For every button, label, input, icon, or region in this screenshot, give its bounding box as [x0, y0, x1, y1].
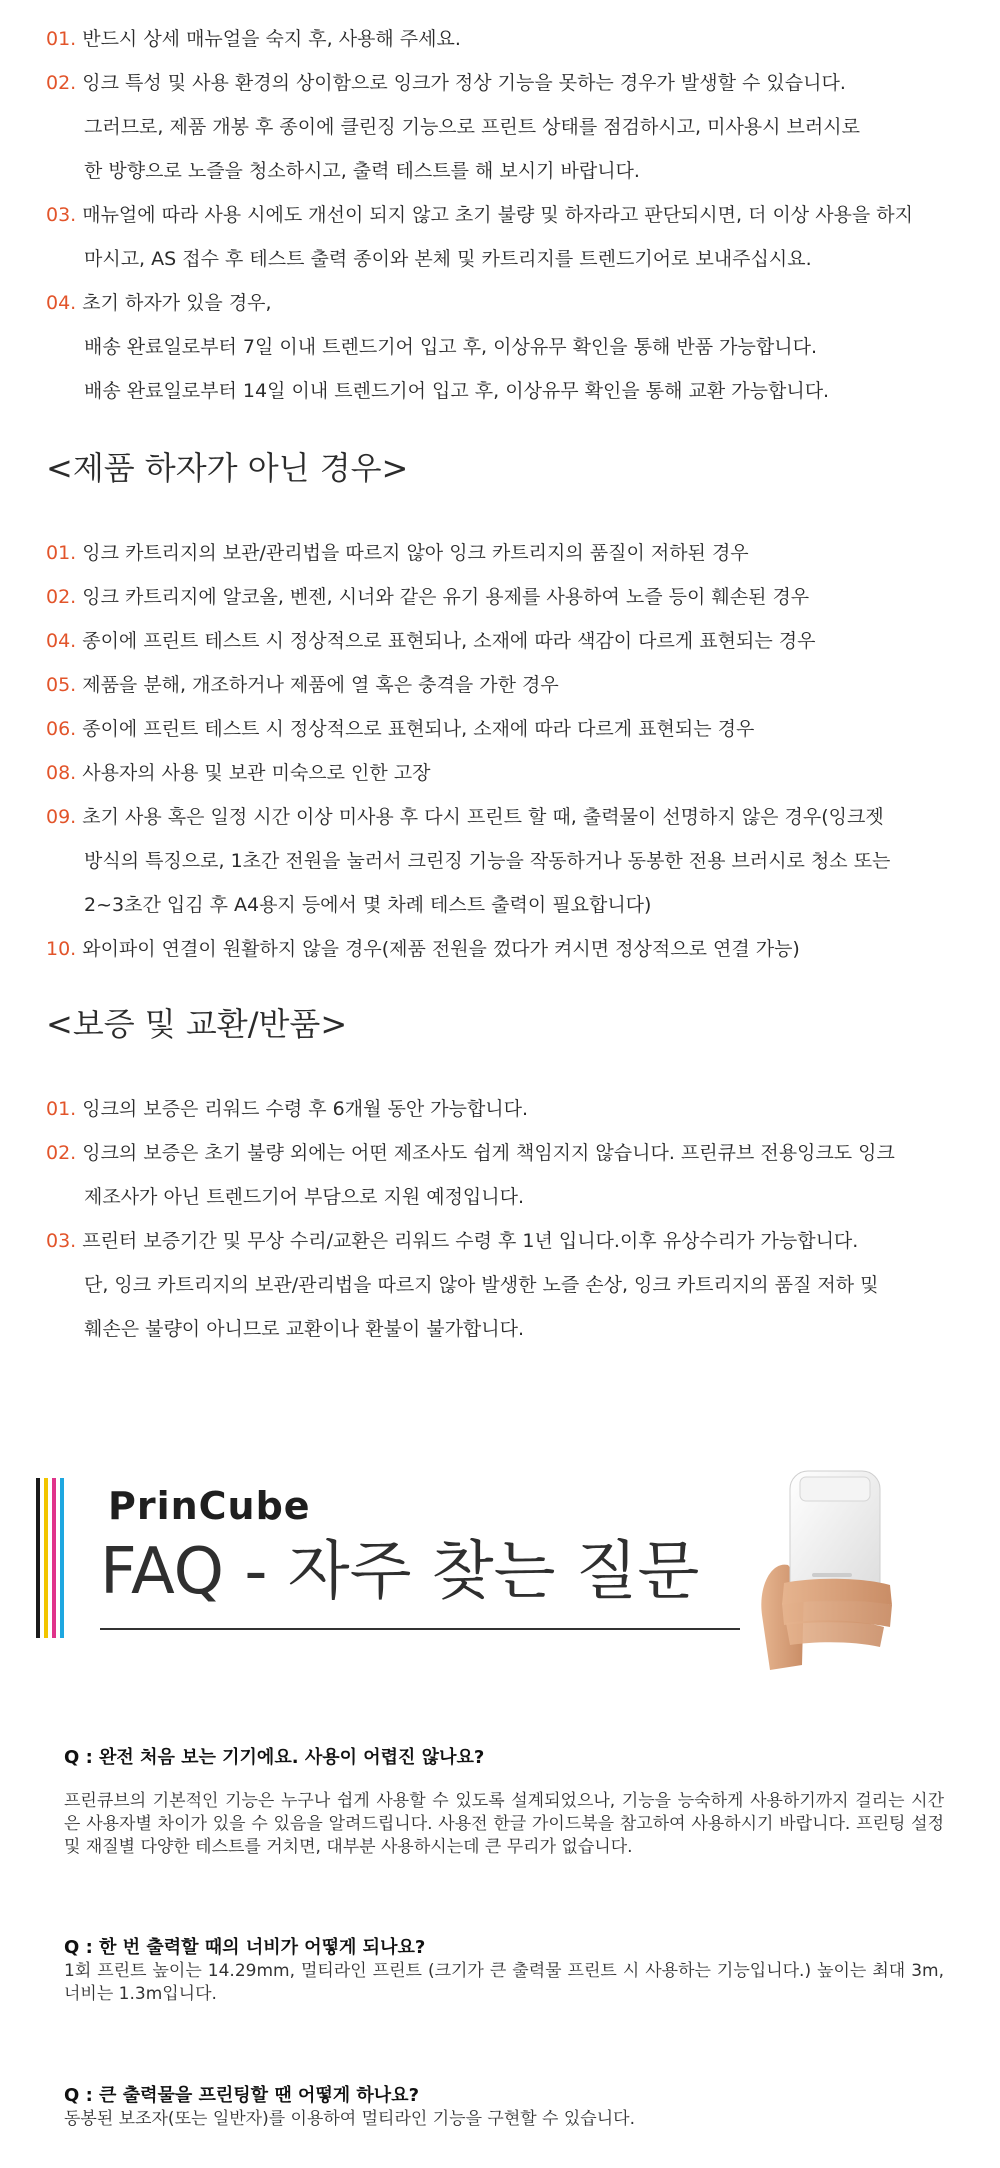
list-item-continuation: 훼손은 불량이 아니므로 교환이나 환불이 불가합니다.: [84, 1318, 525, 1340]
notice-item: 04. 초기 하자가 있을 경우,: [46, 292, 272, 314]
list-item: 06. 종이에 프린트 테스트 시 정상적으로 표현되나, 소재에 따라 다르게 표현되는 경우: [46, 718, 755, 740]
list-item: 09. 초기 사용 혹은 일정 시간 이상 미사용 후 다시 프린트 할 때, 출력물이 선명하지 않은 경우(잉크젯: [46, 806, 884, 828]
list-item-continuation: 방식의 특징으로, 1초간 전원을 눌러서 크린징 기능을 작동하거나 동봉한 전용 브러시로 청소 또는: [84, 850, 891, 872]
notice-item: 02. 잉크 특성 및 사용 환경의 상이함으로 잉크가 정상 기능을 못하는 경우가 발생할 수 있습니다.: [46, 72, 846, 94]
title-underline: [100, 1628, 740, 1630]
list-item: 05. 제품을 분해, 개조하거나 제품에 열 혹은 충격을 가한 경우: [46, 674, 559, 696]
list-item-continuation: 2~3초간 입김 후 A4용지 등에서 몇 차례 테스트 출력이 필요합니다): [84, 894, 652, 916]
list-item: 08. 사용자의 사용 및 보관 미숙으로 인한 고장: [46, 762, 431, 784]
list-item: 01. 잉크의 보증은 리워드 수령 후 6개월 동안 가능합니다.: [46, 1098, 529, 1120]
list-item: 02. 잉크 카트리지에 알코올, 벤젠, 시너와 같은 유기 용제를 사용하여 노즐 등이 훼손된 경우: [46, 586, 810, 608]
notice-item: 03. 매뉴얼에 따라 사용 시에도 개선이 되지 않고 초기 불량 및 하자라고 판단되시면, 더 이상 사용을 하지: [46, 204, 914, 226]
section-heading-warranty: <보증 및 교환/반품>: [46, 1005, 348, 1043]
faq-title: FAQ - 자주 찾는 질문: [100, 1535, 700, 1609]
list-item: 04. 종이에 프린트 테스트 시 정상적으로 표현되나, 소재에 따라 색감이 다르게 표현되는 경우: [46, 630, 816, 652]
notice-item-continuation: 배송 완료일로부터 7일 이내 트렌드기어 입고 후, 이상유무 확인을 통해 반품 가능합니다.: [84, 336, 817, 358]
color-stripe: [36, 1478, 40, 1638]
notice-item: 01. 반드시 상세 매뉴얼을 숙지 후, 사용해 주세요.: [46, 28, 461, 50]
printer-in-hand-image: [752, 1465, 902, 1675]
list-item: 03. 프린터 보증기간 및 무상 수리/교환은 리워드 수령 후 1년 입니다.이후 유상수리가 가능합니다.: [46, 1230, 859, 1252]
faq-answer: 프린큐브의 기본적인 기능은 누구나 쉽게 사용할 수 있도록 설계되었으나, 기능을 능숙하게 사용하기까지 걸리는 시간은 사용자별 차이가 있을 수 있음을 알려드립니다. 사용전 한글 가이드북을 참고하여 사용하시기 바랍니다. 프린팅 설정 및 재질별 다양한 테스트를 거치면, 대부분 사용하시는데 큰 무리가 없습니다.: [64, 1791, 944, 1857]
list-item: 02. 잉크의 보증은 초기 불량 외에는 어떤 제조사도 쉽게 책임지지 않습니다. 프린큐브 전용잉크도 잉크: [46, 1142, 895, 1164]
notice-item-continuation: 그러므로, 제품 개봉 후 종이에 클린징 기능으로 프린트 상태를 점검하시고, 미사용시 브러시로: [84, 116, 860, 138]
faq-question: Q : 큰 출력물을 프린팅할 땐 어떻게 하나요?: [64, 2085, 420, 2106]
list-item: 01. 잉크 카트리지의 보관/관리법을 따르지 않아 잉크 카트리지의 품질이 저하된 경우: [46, 542, 749, 564]
list-item-continuation: 단, 잉크 카트리지의 보관/관리법을 따르지 않아 발생한 노즐 손상, 잉크 카트리지의 품질 저하 및: [84, 1274, 879, 1296]
notice-item-continuation: 한 방향으로 노즐을 청소하시고, 출력 테스트를 해 보시기 바랍니다.: [84, 160, 640, 182]
notice-item-continuation: 배송 완료일로부터 14일 이내 트렌드기어 입고 후, 이상유무 확인을 통해 교환 가능합니다.: [84, 380, 830, 402]
faq-answer: 동봉된 보조자(또는 일반자)를 이용하여 멀티라인 기능을 구현할 수 있습니다.: [64, 2109, 635, 2129]
color-stripe: [44, 1478, 48, 1638]
faq-question: Q : 완전 처음 보는 기기에요. 사용이 어렵진 않나요?: [64, 1747, 485, 1768]
list-item: 10. 와이파이 연결이 원활하지 않을 경우(제품 전원을 껐다가 켜시면 정상적으로 연결 가능): [46, 938, 800, 960]
notice-item-continuation: 마시고, AS 접수 후 테스트 출력 종이와 본체 및 카트리지를 트렌드기어로 보내주십시요.: [84, 248, 812, 270]
section-heading-non-defect: <제품 하자가 아닌 경우>: [46, 449, 409, 487]
faq-question: Q : 한 번 출력할 때의 너비가 어떻게 되나요?: [64, 1937, 426, 1958]
color-stripe: [52, 1478, 56, 1638]
faq-answer: 1회 프린트 높이는 14.29mm, 멀티라인 프린트 (크기가 큰 출력물 프린트 시 사용하는 기능입니다.) 높이는 최대 3m, 너비는 1.3m입니다.: [64, 1961, 944, 2004]
list-item-continuation: 제조사가 아닌 트렌드기어 부담으로 지원 예정입니다.: [84, 1186, 525, 1208]
color-stripe: [60, 1478, 64, 1638]
brand-logo-text: PrinCube: [108, 1484, 311, 1528]
